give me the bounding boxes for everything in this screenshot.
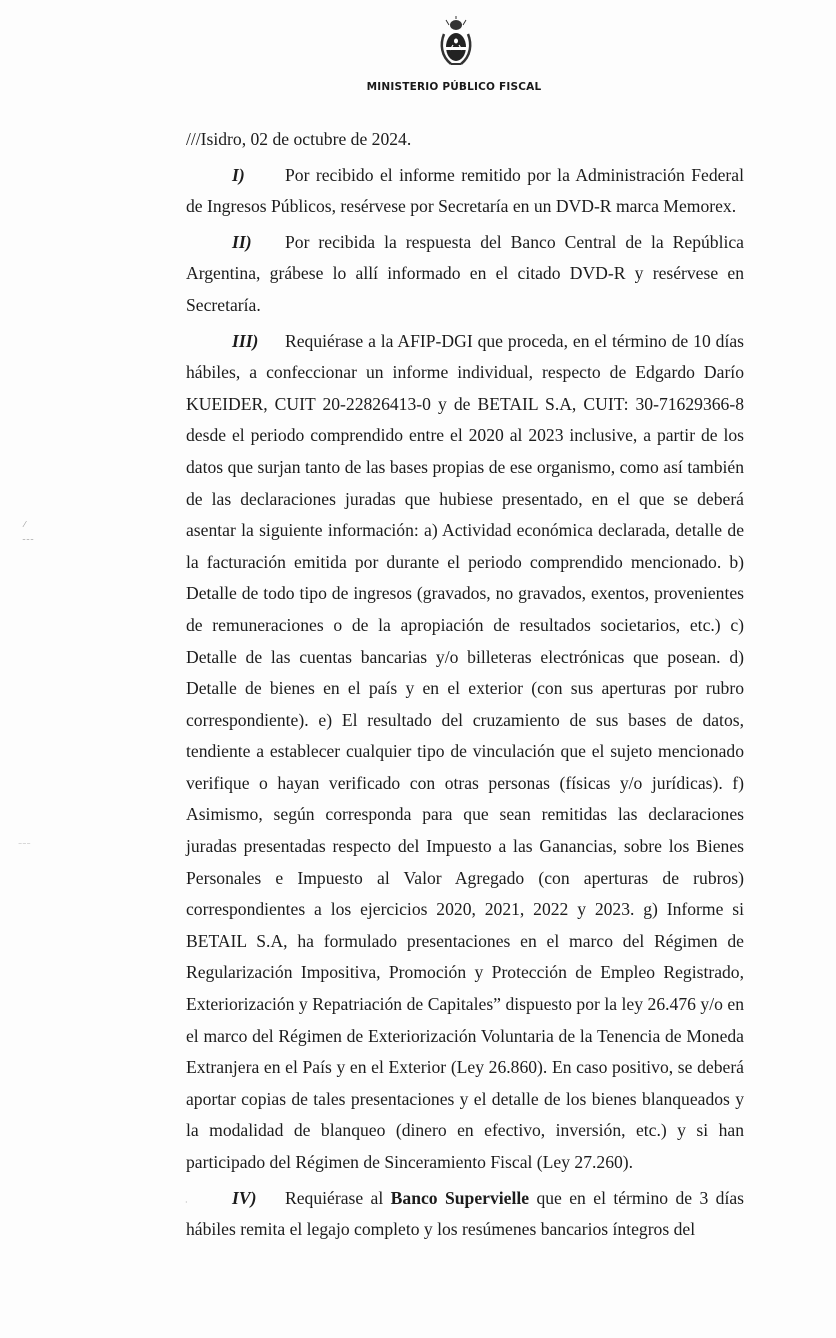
margin-mark: ˜˜˜ xyxy=(22,538,34,547)
section-text: Requiérase a la AFIP-DGI que proceda, en el término de 10 días hábiles, a confeccionar un informe individual, respecto de Edgardo Darío KUEIDER, CUIT 20-22826413-0 y de BETAIL S.A, CUIT: 30-71629366-8 desde el periodo comprendido entre el 2020 al 2023 inclusive, a partir de los datos que surjan tanto de las bases propias de ese organismo, como así también de las declaraciones juradas que hubiese presentado, en el que se deberá asentar la siguiente información: a) Actividad económica declarada, detalle de la facturación emitida por durante el periodo comprendido mencionado. b) Detalle de todo tipo de ingresos (gravados, no gravados, exentos, provenientes de remuneraciones o de la apropiación de resultados societarios, etc.) c) Detalle de las cuentas bancarias y/o billeteras electrónicas que posean. d) Detalle de bienes en el país y en el exterior (con sus aperturas por rubro correspondiente). e) El resultado del cruzamiento de sus bases de datos, tendiente a establecer cualquier tipo de vinculación que el sujeto mencionado verifique o hayan verificado con otras personas (físicas y/o jurídicas). f) Asimismo, según corresponda para que sean remitidas las declaraciones juradas presentadas respecto del Impuesto a las Ganancias, sobre los Bienes Personales e Impuesto al Valor Agregado (con aperturas de rubros) correspondientes a los ejercicios 2020, 2021, 2022 y 2023. g) Informe si BETAIL S.A, ha formulado presentaciones en el marco del Régimen de Regularización Impositiva, Promoción y Protección de Empleo Registrado, Exteriorización y Repatriación de Capitales” dispuesto por la ley 26.476 y/o en el marco del Régimen de Exteriorización Voluntaria de la Tenencia de Moneda Extranjera en el País y en el Exterior (Ley 26.860). En caso positivo, se deberá aportar copias de tales presentaciones y el detalle de los bienes blanqueados y la modalidad de blanqueo (dinero en efectivo, inversión, etc.) y si han participado del Régimen de Sinceramiento Fiscal (Ley 27.260). xyxy=(186,330,744,1172)
section-i xyxy=(186,160,744,223)
bank-name: Banco Supervielle xyxy=(390,1187,530,1208)
section-text: que en el término de 3 días hábiles remita el legajo completo y los resúmenes bancarios íntegros del xyxy=(186,1187,745,1240)
document-body xyxy=(186,124,744,1250)
section-text: Requiérase al xyxy=(285,1187,384,1208)
margin-mark: ⁻⁻⁻ xyxy=(18,840,31,849)
section-numeral: I) xyxy=(232,164,245,185)
margin-mark: ⁄ xyxy=(24,520,26,529)
section-numeral: II) xyxy=(232,231,252,252)
margin-mark: · xyxy=(185,1198,188,1207)
date-line: ///Isidro, 02 de octubre de 2024. xyxy=(186,129,412,149)
section-ii xyxy=(186,227,744,322)
ministry-header: MINISTERIO PÚBLICO FISCAL xyxy=(366,81,542,93)
section-iii xyxy=(186,326,744,1179)
section-numeral: III) xyxy=(232,330,259,351)
section-text: Por recibida la respuesta del Banco Central de la República Argentina, grábese lo allí informado en el citado DVD-R y resérvese en Secretaría. xyxy=(186,231,744,315)
section-iv xyxy=(186,1183,744,1246)
argentine-coat-of-arms-icon xyxy=(439,16,473,68)
section-numeral: IV) xyxy=(232,1187,257,1208)
section-text: Por recibido el informe remitido por la Administración Federal de Ingresos Públicos, resérvese por Secretaría en un DVD-R marca Memorex. xyxy=(186,164,744,217)
